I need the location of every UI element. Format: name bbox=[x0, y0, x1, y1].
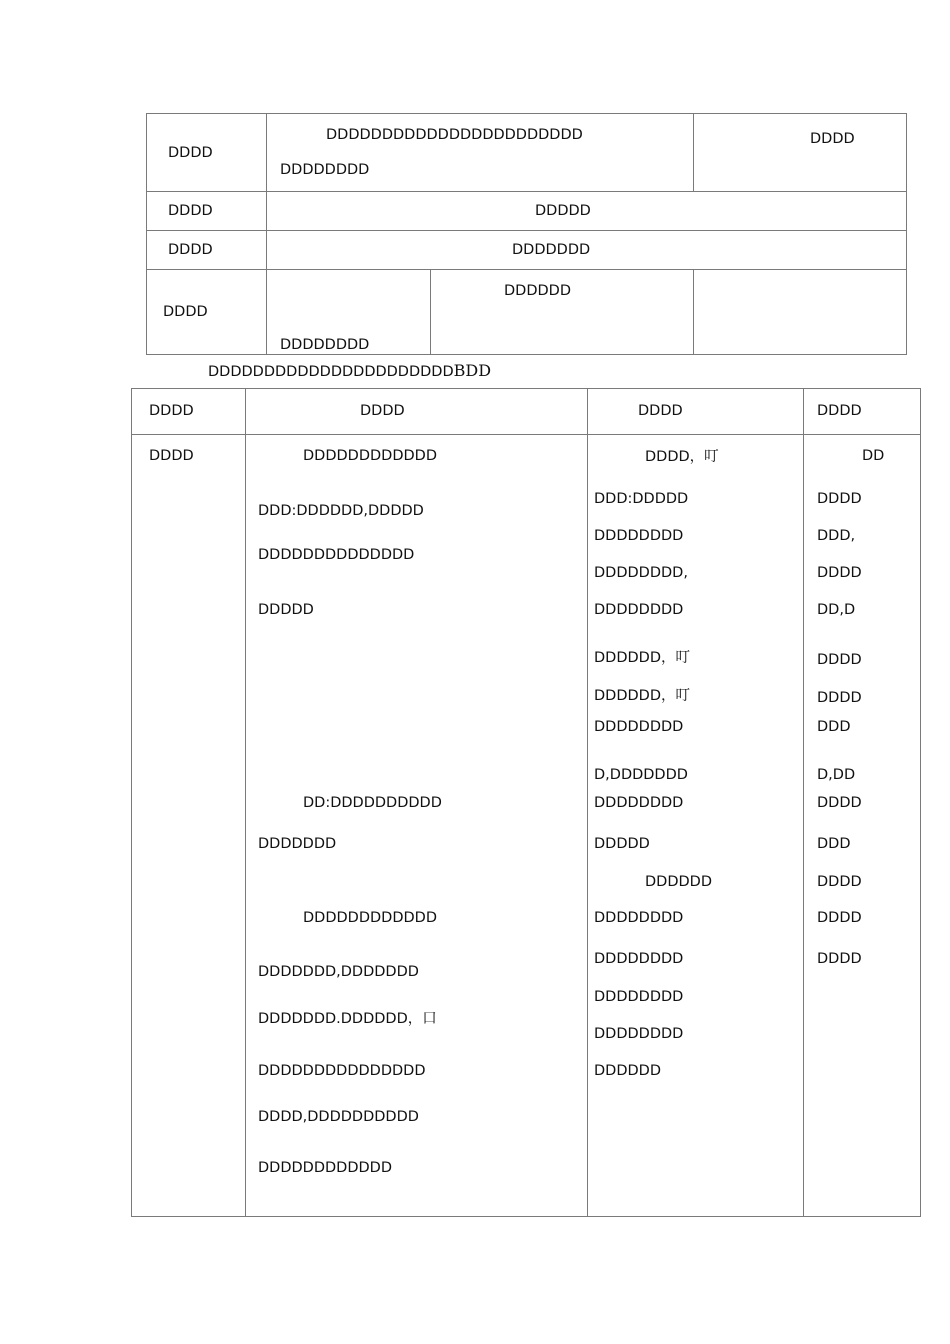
t2-col4-text: DDDD bbox=[817, 874, 862, 890]
t2-col3-text: DDD:DDDDD bbox=[594, 491, 689, 507]
t2-col3-text: DDDDDDDD, bbox=[594, 565, 688, 581]
t1-rule bbox=[146, 191, 907, 192]
t1-r1-right: DDDD bbox=[810, 131, 855, 147]
t1-rule bbox=[693, 113, 694, 192]
t1-rule bbox=[146, 354, 907, 355]
t2-rule bbox=[587, 388, 588, 1217]
t2-col3-text: DDDDDDDD bbox=[594, 1026, 684, 1042]
t2-col3-text: D,DDDDDDD bbox=[594, 767, 688, 783]
t2-rule bbox=[803, 388, 804, 1217]
t1-rule bbox=[146, 113, 147, 355]
t1-r2-label: DDDD bbox=[168, 203, 213, 219]
t2-col4-text: DDD bbox=[817, 719, 851, 735]
t2-col4-text: DDD bbox=[817, 836, 851, 852]
t2-col3-text: DDDDDD bbox=[645, 874, 712, 890]
t2-col2-text: DDDDDDD.DDDDDD，口 bbox=[258, 1011, 437, 1027]
t1-r2-value: DDDDD bbox=[535, 203, 591, 219]
t2-col3-text: DDDDDD bbox=[594, 1063, 661, 1079]
t1-rule bbox=[430, 269, 431, 355]
t2-rule bbox=[245, 388, 246, 1217]
t2-col2-text: DD:DDDDDDDDDD bbox=[303, 795, 442, 811]
t2-col4-text: DD bbox=[862, 448, 885, 464]
t2-col4-text: DDD, bbox=[817, 528, 856, 544]
t2-col3-text: DDDDDD，叮 bbox=[594, 650, 690, 666]
t1-r1-label: DDDD bbox=[168, 145, 213, 161]
t1-rule bbox=[146, 113, 907, 114]
t1-rule bbox=[693, 269, 694, 355]
t1-rule bbox=[266, 113, 267, 355]
t2-rule bbox=[131, 388, 132, 1217]
table-caption bbox=[208, 363, 491, 380]
t2-col3-text: DDDD，叮 bbox=[645, 449, 719, 465]
t2-col4-text: D,DD bbox=[817, 767, 856, 783]
t2-header: DDDD bbox=[360, 403, 405, 419]
caption-text: DDDDDDDDDDDDDDDDDDDDDD bbox=[208, 364, 454, 380]
t2-header: DDDD bbox=[817, 403, 862, 419]
t2-col3-text: DDDDDDDD bbox=[594, 795, 684, 811]
t2-col2-text: DDDDDDDDDDDDDD bbox=[258, 547, 415, 563]
t2-col4-text: DDDD bbox=[817, 795, 862, 811]
t2-col2-text: DDDDDDD bbox=[258, 836, 337, 852]
t2-header: DDDD bbox=[638, 403, 683, 419]
t2-col3-text: DDDDDDDD bbox=[594, 910, 684, 926]
t2-col1-text: DDDD bbox=[149, 448, 194, 464]
t2-col4-text: DDDD bbox=[817, 910, 862, 926]
t2-col4-text: DDDD bbox=[817, 491, 862, 507]
t1-rule bbox=[906, 113, 907, 355]
t2-col3-text: DDDDDDDD bbox=[594, 951, 684, 967]
t2-col4-text: DDDD bbox=[817, 690, 862, 706]
t2-col2-text: DDDDDDDDDDDD bbox=[258, 1160, 392, 1176]
t2-col2-text: DDD:DDDDDD,DDDDD bbox=[258, 503, 424, 519]
t2-col3-text: DDDDDD，叮 bbox=[594, 688, 690, 704]
t1-rule bbox=[146, 230, 907, 231]
t1-r4-label: DDDD bbox=[163, 304, 208, 320]
t1-r4-bottom: DDDDDDDD bbox=[280, 337, 370, 353]
t2-col2-text: DDDDDDDDDDDD bbox=[303, 910, 437, 926]
t2-col4-text: DDDD bbox=[817, 951, 862, 967]
t2-col3-text: DDDDDDDD bbox=[594, 528, 684, 544]
t2-col3-text: DDDDDDDD bbox=[594, 719, 684, 735]
t1-r4-mid: DDDDDD bbox=[504, 283, 571, 299]
t2-rule bbox=[920, 388, 921, 1217]
t1-r3-label: DDDD bbox=[168, 242, 213, 258]
t2-col2-text: DDDD,DDDDDDDDDD bbox=[258, 1109, 419, 1125]
t2-col2-text: DDDDDDDDDDDD bbox=[303, 448, 437, 464]
t2-col3-text: DDDDDDDD bbox=[594, 989, 684, 1005]
t2-col4-text: DD,D bbox=[817, 602, 856, 618]
t1-r3-value: DDDDDDD bbox=[512, 242, 591, 258]
t1-r1-line1: DDDDDDDDDDDDDDDDDDDDDDD bbox=[326, 127, 583, 143]
t2-col2-text: DDDDDDDDDDDDDDD bbox=[258, 1063, 426, 1079]
t2-col3-text: DDDDDDDD bbox=[594, 602, 684, 618]
t2-header: DDDD bbox=[149, 403, 194, 419]
t2-col2-text: DDDDDDD,DDDDDDD bbox=[258, 964, 419, 980]
t2-col3-text: DDDDD bbox=[594, 836, 650, 852]
t1-rule bbox=[146, 269, 907, 270]
t2-col4-text: DDDD bbox=[817, 652, 862, 668]
t1-r1-line2: DDDDDDDD bbox=[280, 162, 370, 178]
t2-col4-text: DDDD bbox=[817, 565, 862, 581]
t2-col2-text: DDDDD bbox=[258, 602, 314, 618]
caption-suffix: BDD bbox=[453, 361, 492, 380]
